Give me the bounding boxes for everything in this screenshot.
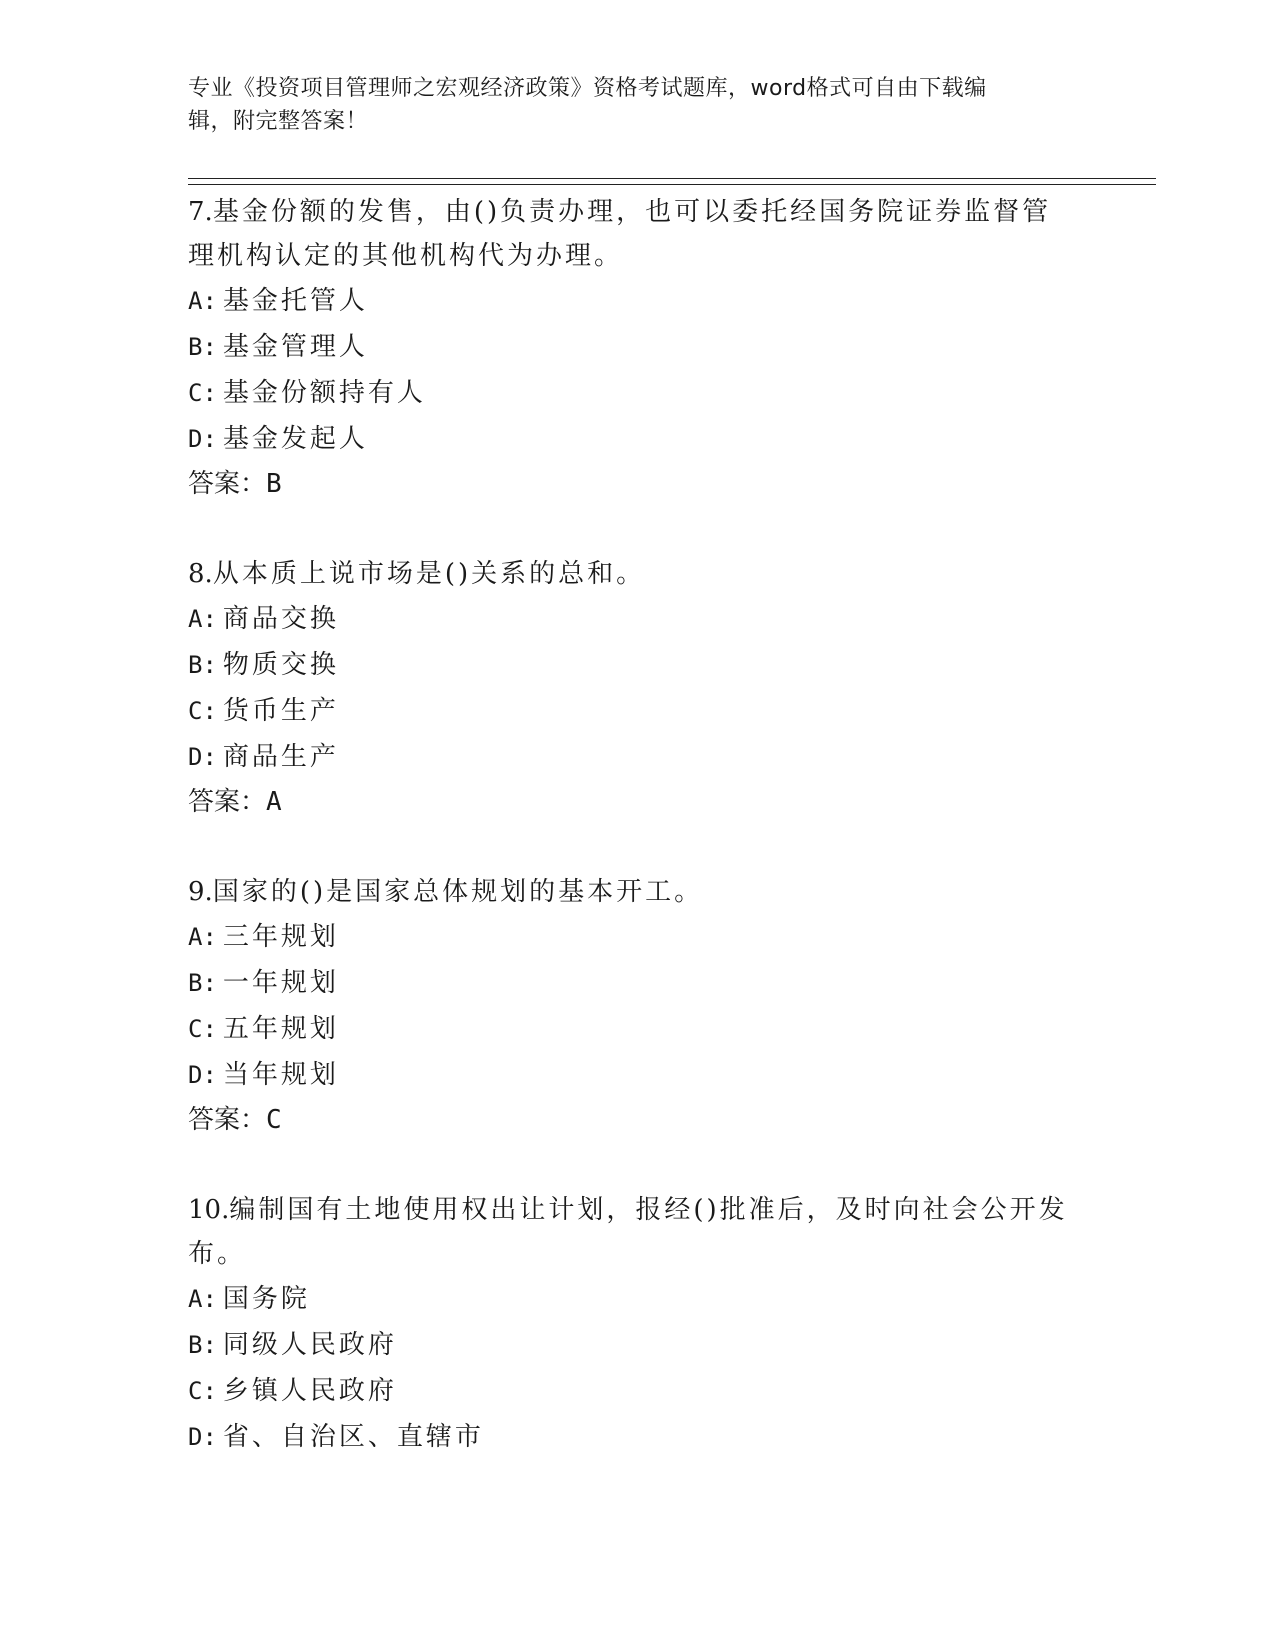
option-b [188, 960, 1088, 1006]
question-stem-line-1: 从本质上说市场是()关系的总和。 [212, 559, 646, 589]
option-text: 基金托管人 [222, 286, 368, 316]
spacer [188, 1142, 1088, 1188]
option-text: 基金发起人 [222, 424, 368, 454]
option-d [188, 1414, 1088, 1460]
question-number: 7. [188, 197, 213, 227]
option-text: 基金份额持有人 [222, 378, 426, 408]
option-letter: A: [188, 605, 217, 633]
question-stem [188, 1188, 1088, 1232]
question-number: 8. [188, 559, 213, 589]
option-text: 基金管理人 [222, 332, 368, 362]
question-number: 9. [188, 877, 213, 907]
option-text: 五年规划 [222, 1014, 339, 1044]
option-c [188, 1368, 1088, 1414]
option-text: 省、自治区、直辖市 [222, 1422, 484, 1452]
option-a [188, 596, 1088, 642]
option-letter: B: [188, 651, 217, 679]
option-text: 一年规划 [222, 968, 339, 998]
header-divider-bottom [188, 184, 1156, 185]
question-stem [188, 190, 1088, 234]
option-a [188, 1276, 1088, 1322]
option-text: 乡镇人民政府 [222, 1376, 397, 1406]
option-c [188, 1006, 1088, 1052]
option-a [188, 914, 1088, 960]
option-b [188, 1322, 1088, 1368]
answer-line [188, 780, 1088, 824]
option-letter: D: [188, 425, 217, 453]
option-text: 三年规划 [222, 922, 339, 952]
answer-label: 答案： [188, 1105, 267, 1135]
question-stem [188, 552, 1088, 596]
option-letter: C: [188, 1377, 217, 1405]
option-letter: D: [188, 1061, 217, 1089]
answer-value: A [266, 787, 282, 817]
option-text: 当年规划 [222, 1060, 339, 1090]
question-list [188, 190, 1088, 1460]
answer-value: C [266, 1105, 282, 1135]
option-c [188, 370, 1088, 416]
spacer [188, 506, 1088, 552]
option-letter: C: [188, 1015, 217, 1043]
question-stem-line-1: 编制国有土地使用权出让计划，报经()批准后，及时向社会公开发 [229, 1195, 1068, 1225]
option-letter: A: [188, 287, 217, 315]
document-header [188, 72, 1068, 138]
option-text: 商品生产 [222, 742, 339, 772]
option-text: 物质交换 [222, 650, 339, 680]
question-number: 10. [188, 1195, 230, 1225]
option-letter: C: [188, 379, 217, 407]
option-d [188, 416, 1088, 462]
option-b [188, 324, 1088, 370]
question-stem [188, 870, 1088, 914]
question-7 [188, 190, 1088, 506]
answer-value: B [266, 469, 282, 499]
answer-label: 答案： [188, 787, 267, 817]
option-letter: D: [188, 743, 217, 771]
answer-line [188, 1098, 1088, 1142]
question-stem-line-1: 国家的()是国家总体规划的基本开工。 [212, 877, 704, 907]
header-line-1: 专业《投资项目管理师之宏观经济政策》资格考试题库，word格式可自由下载编 [188, 76, 987, 101]
option-letter: C: [188, 697, 217, 725]
option-d [188, 734, 1088, 780]
spacer [188, 824, 1088, 870]
option-letter: B: [188, 333, 217, 361]
option-b [188, 642, 1088, 688]
option-d [188, 1052, 1088, 1098]
question-9 [188, 870, 1088, 1142]
option-text: 同级人民政府 [222, 1330, 397, 1360]
option-letter: A: [188, 923, 217, 951]
option-text: 货币生产 [222, 696, 339, 726]
header-divider-top [188, 178, 1156, 179]
header-line-2: 辑，附完整答案！ [188, 109, 369, 134]
question-stem-line-2: 理机构认定的其他机构代为办理。 [188, 241, 624, 271]
answer-line [188, 462, 1088, 506]
answer-label: 答案： [188, 469, 267, 499]
option-letter: D: [188, 1423, 217, 1451]
question-10 [188, 1188, 1088, 1460]
option-c [188, 688, 1088, 734]
question-stem-line-1: 基金份额的发售，由()负责办理，也可以委托经国务院证券监督管 [212, 197, 1052, 227]
option-a [188, 278, 1088, 324]
option-text: 国务院 [222, 1284, 310, 1314]
option-letter: B: [188, 969, 217, 997]
option-letter: A: [188, 1285, 217, 1313]
option-text: 商品交换 [222, 604, 339, 634]
question-stem-line-2: 布。 [188, 1239, 247, 1269]
option-letter: B: [188, 1331, 217, 1359]
question-8 [188, 552, 1088, 824]
